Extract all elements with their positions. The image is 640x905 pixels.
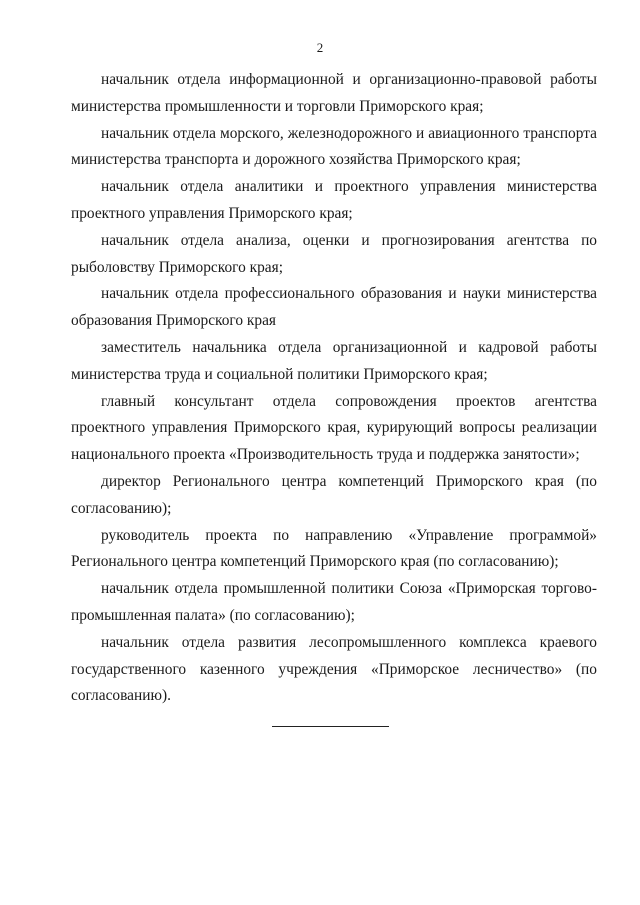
list-item: начальник отдела информационной и организационно-правовой работы министерства промышленности и торговли Приморского края; [71, 71, 597, 115]
list-item: начальник отдела промышленной политики Союза «Приморская торгово-промышленная палата» (по согласованию); [71, 580, 597, 624]
list-item: начальник отдела развития лесопромышленного комплекса краевого государственного казенного учреждения «Приморское лесничество» (по согласованию). [71, 633, 597, 705]
list-item: начальник отдела анализа, оценки и прогнозирования агентства по рыболовству Приморского края; [71, 231, 597, 276]
end-of-document-rule [272, 726, 389, 727]
list-item: начальник отдела профессионального образования и науки министерства образования Приморского края [71, 285, 597, 330]
list-item: начальник отдела аналитики и проектного управления министерства проектного управления Приморского края; [71, 178, 597, 222]
list-item: главный консультант отдела сопровождения проектов агентства проектного управления Приморского края, курирующий вопросы реализации национального проекта «Производительность труда и поддержка занятости»; [71, 392, 597, 464]
member-list [71, 67, 597, 710]
list-item: директор Регионального центра компетенций Приморского края (по согласованию); [71, 472, 597, 517]
page-number: 2 [316, 40, 324, 55]
list-item: руководитель проекта по направлению «Управление программой» Регионального центра компетенций Приморского края (по согласованию); [71, 526, 597, 571]
list-item: начальник отдела морского, железнодорожного и авиационного транспорта министерства транспорта и дорожного хозяйства Приморского края; [71, 124, 597, 169]
list-item: заместитель начальника отдела организационной и кадровой работы министерства труда и социальной политики Приморского края; [71, 338, 597, 383]
